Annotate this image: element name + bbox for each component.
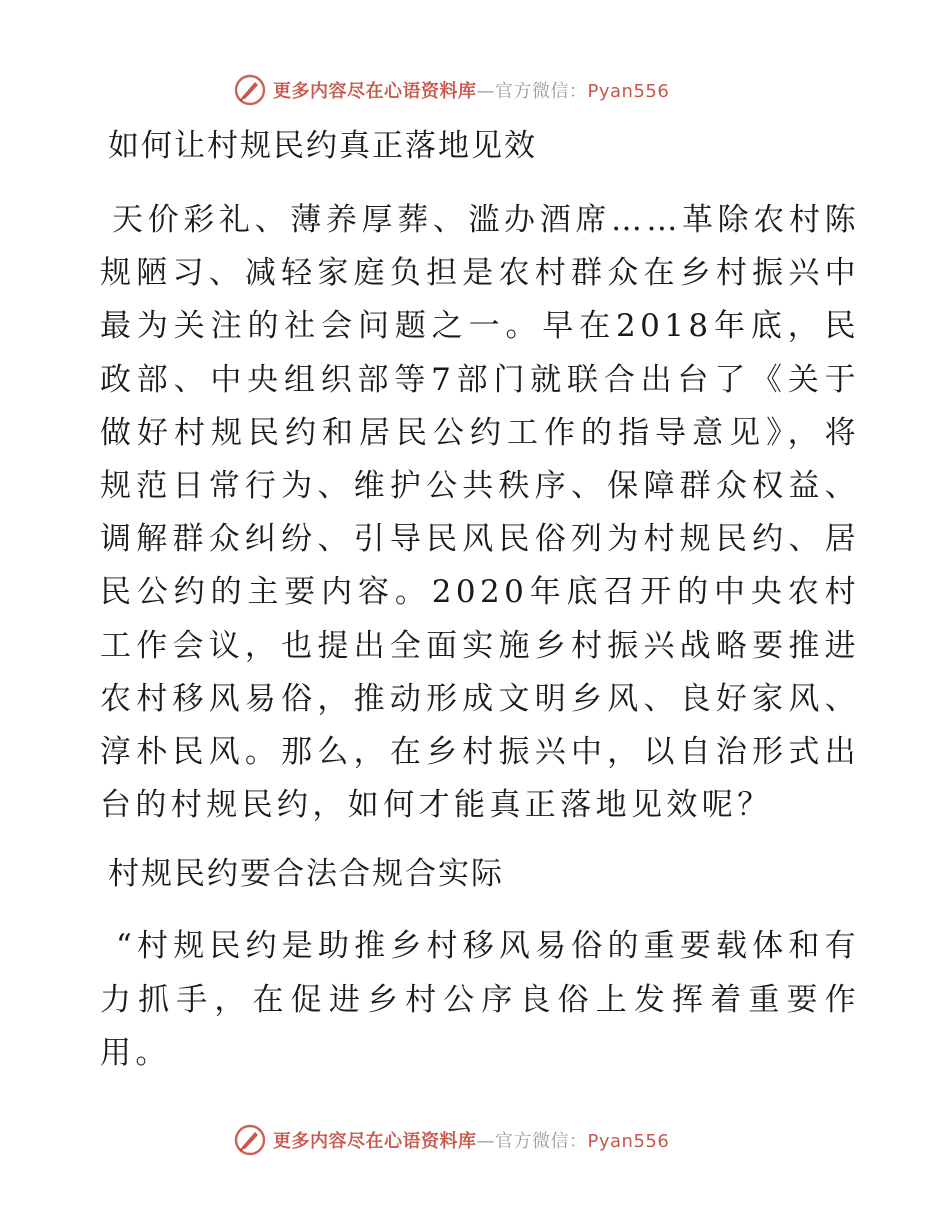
article-paragraph-2: “村规民约是助推乡村移风易俗的重要载体和有力抓手，在促进乡村公序良俗上发挥着重要作用。 <box>100 928 860 1071</box>
watermark-contact: Pyan556 <box>587 1131 670 1152</box>
article-body <box>100 124 860 1080</box>
watermark-separator: —官方微信： <box>476 1131 588 1152</box>
watermark-contact: Pyan556 <box>587 81 670 102</box>
watermark-separator: —官方微信： <box>476 81 588 102</box>
watermark-brand: 更多内容尽在心语资料库 <box>273 1131 477 1152</box>
article-paragraph-1: 天价彩礼、薄养厚葬、滥办酒席……革除农村陈规陋习、减轻家庭负担是农村群众在乡村振兴中最为关注的社会问题之一。早在2018年底，民政部、中央组织部等7部门就联合出台了《关于做好村规民约和居民公约工作的指导意见》，将规范日常行为、维护公共秩序、保障群众权益、调解群众纠纷、引导民风民俗列为村规民约、居民公约的主要内容。2020年底召开的中央农村工作会议，也提出全面实施乡村振兴战略要推进农村移风易俗，推动形成文明乡风、良好家风、淳朴民风。那么，在乡村振兴中，以自治形式出台的村规民约，如何才能真正落地见效呢？ <box>100 202 860 824</box>
quill-pen-logo-icon <box>233 73 267 107</box>
article-title: 如何让村规民约真正落地见效 <box>108 128 537 164</box>
quill-pen-logo-icon <box>233 1123 267 1157</box>
watermark-header <box>233 72 753 108</box>
watermark-brand: 更多内容尽在心语资料库 <box>273 81 477 102</box>
article-subheading: 村规民约要合法合规合实际 <box>108 856 504 893</box>
watermark-footer <box>233 1122 753 1158</box>
